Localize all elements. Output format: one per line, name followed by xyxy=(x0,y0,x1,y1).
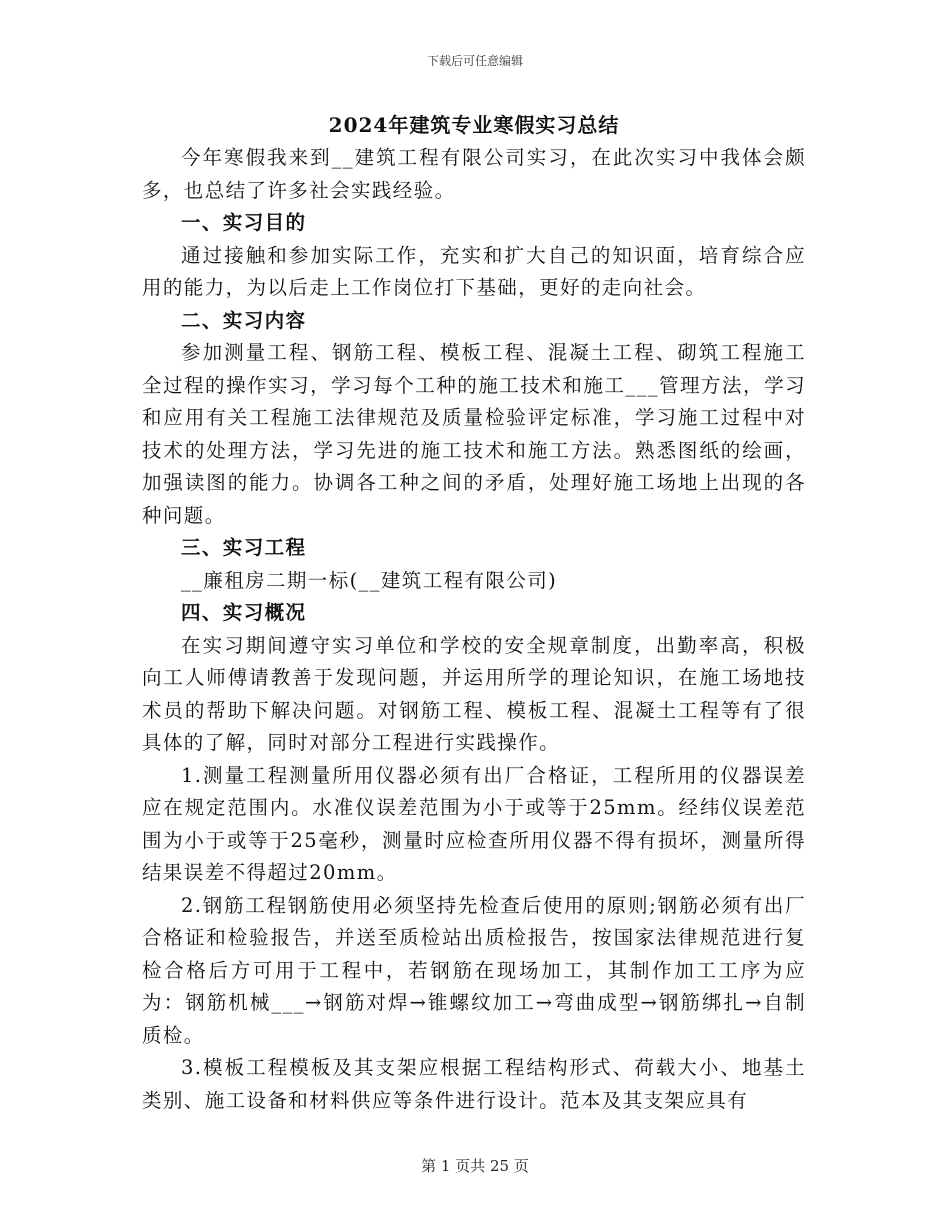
paragraph-purpose: 通过接触和参加实际工作，充实和扩大自己的知识面，培育综合应用的能力，为以后走上工作岗位打下基础，更好的走向社会。 xyxy=(142,243,806,299)
document-body xyxy=(142,108,806,1117)
paragraph-content: 参加测量工程、钢筋工程、模板工程、混凝土工程、砌筑工程施工全过程的操作实习，学习每个工种的施工技术和施工___管理方法，学习和应用有关工程施工法律规范及质量检验评定标准，学习施工过程中对技术的处理方法，学习先进的施工技术和施工方法。熟悉图纸的绘画，加强读图的能力。协调各工种之间的矛盾，处理好施工场地上出现的各种问题。 xyxy=(142,341,806,527)
paragraph-intro: 今年寒假我来到__建筑工程有限公司实习，在此次实习中我体会颇多，也总结了许多社会实践经验。 xyxy=(142,146,806,202)
section-heading-project: 三、实习工程 xyxy=(181,536,307,559)
section-heading-purpose: 一、实习目的 xyxy=(181,211,307,234)
paragraph-rebar: 2.钢筋工程钢筋使用必须坚持先检查后使用的原则;钢筋必须有出厂合格证和检验报告，并送至质检站出质检报告，按国家法律规范进行复检合格后方可用于工程中，若钢筋在现场加工，其制作加工工序为应为：钢筋机械___→钢筋对焊→锥螺纹加工→弯曲成型→钢筋绑扎→自制质检。 xyxy=(142,893,806,1047)
document-title: 2024年建筑专业寒假实习总结 xyxy=(328,113,620,137)
section-heading-content: 二、实习内容 xyxy=(181,308,307,332)
paragraph-surveying: 1.测量工程测量所用仪器必须有出厂合格证，工程所用的仪器误差应在规定范围内。水准仪误差范围为小于或等于25mm。经纬仪误差范围为小于或等于25毫秒，测量时应检查所用仪器不得有损坏，测量所得结果误差不得超过20mm。 xyxy=(142,763,806,884)
page-header: 下载后可任意编辑 xyxy=(426,54,523,68)
paragraph-formwork: 3.模板工程模板及其支架应根据工程结构形式、荷载大小、地基土类别、施工设备和材料供应等条件进行设计。范本及其支架应具有 xyxy=(142,1056,806,1112)
paragraph-project: __廉租房二期一标(__建筑工程有限公司) xyxy=(181,568,558,592)
paragraph-overview: 在实习期间遵守实习单位和学校的安全规章制度，出勤率高，积极向工人师傅请教善于发现问题，并运用所学的理论知识，在施工场地技术员的帮助下解决问题。对钢筋工程、模板工程、混凝土工程等有了很具体的了解，同时对部分工程进行实践操作。 xyxy=(142,633,806,754)
section-heading-overview: 四、实习概况 xyxy=(181,601,307,624)
page-footer: 第 1 页共 25 页 xyxy=(421,1157,529,1175)
